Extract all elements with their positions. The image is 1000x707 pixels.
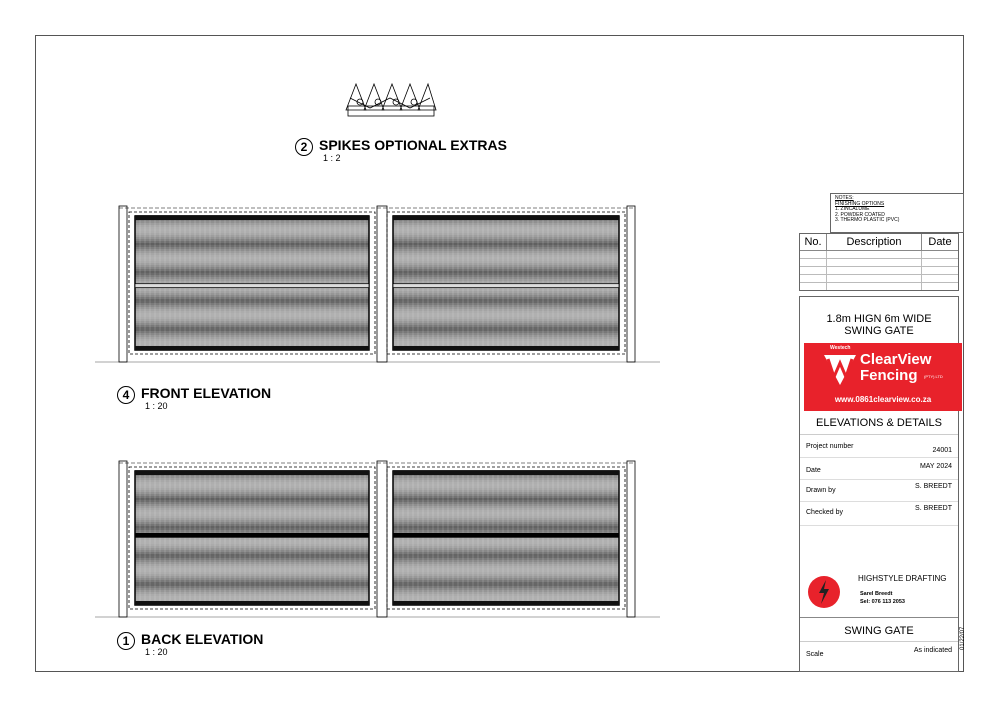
rev-col-description: Description xyxy=(827,234,922,250)
revision-row xyxy=(800,259,958,267)
spikes-detail-drawing xyxy=(340,80,440,120)
logo-website: www.0861clearview.co.za xyxy=(834,395,932,404)
notes-box xyxy=(830,193,964,233)
logo-tag: Westech xyxy=(830,345,851,351)
field-value: S. BREEDT xyxy=(915,505,952,512)
gate-leaf xyxy=(387,212,625,354)
view-number-bubble: 4 xyxy=(117,386,135,404)
field-drawn-by xyxy=(806,483,952,494)
view-scale: 1 : 20 xyxy=(145,647,168,657)
field-label: Checked by xyxy=(806,509,843,516)
project-title xyxy=(800,313,958,337)
view-title: FRONT ELEVATION xyxy=(141,385,272,401)
back-elevation-drawing xyxy=(95,455,660,620)
view-scale: 1 : 20 xyxy=(145,401,168,411)
drafter-cell: Sel: 076 113 2053 xyxy=(860,599,905,605)
gate-leaf xyxy=(129,212,375,354)
print-timestamp: 01/22/07 xyxy=(960,626,966,650)
drafter-person: Sarel Breedt xyxy=(860,591,893,597)
field-date xyxy=(806,463,952,474)
drafter-logo-icon xyxy=(807,575,841,609)
drawing-name: SWING GATE xyxy=(844,625,914,637)
gate-leaf xyxy=(387,467,625,609)
gate-post xyxy=(627,461,635,617)
notes-subheading: FINISHING OPTIONS xyxy=(835,200,885,207)
field-scale xyxy=(806,647,952,658)
view-label-back xyxy=(117,632,263,658)
view-label-front xyxy=(117,386,271,412)
gate-post xyxy=(377,461,387,617)
front-elevation-drawing xyxy=(95,200,660,365)
field-value: S. BREEDT xyxy=(915,483,952,490)
logo-name-line1: ClearView xyxy=(860,351,932,368)
revision-table xyxy=(799,233,959,291)
rev-col-date: Date xyxy=(928,236,952,248)
field-label: Date xyxy=(806,467,821,474)
sheet-title: ELEVATIONS & DETAILS xyxy=(816,417,942,429)
project-title-line1: 1.8m HIGN 6m WIDE xyxy=(826,313,932,325)
view-number-bubble: 1 xyxy=(117,632,135,650)
field-label: Project number xyxy=(806,443,854,450)
notes-item: 1. ZINCALUME xyxy=(835,206,870,212)
revision-row xyxy=(800,251,958,259)
field-label: Drawn by xyxy=(806,487,836,494)
notes-item: 2. POWDER COATED xyxy=(835,211,885,218)
company-logo xyxy=(804,343,962,411)
view-number-bubble: 2 xyxy=(295,138,313,156)
revision-row xyxy=(800,283,958,290)
title-info-panel xyxy=(799,296,959,672)
notes-heading: NOTES: xyxy=(835,195,854,201)
view-title: SPIKES OPTIONAL EXTRAS xyxy=(319,137,507,153)
field-label: Scale xyxy=(806,651,824,658)
view-title: BACK ELEVATION xyxy=(141,631,264,647)
gate-leaf xyxy=(129,467,375,609)
logo-suffix: (PTY) LTD xyxy=(924,374,943,379)
drafter-name: HIGHSTYLE DRAFTING xyxy=(858,574,947,583)
field-value: As indicated xyxy=(913,647,952,654)
field-value: MAY 2024 xyxy=(919,463,952,470)
view-label-spikes xyxy=(295,138,507,164)
view-scale: 1 : 2 xyxy=(323,153,341,163)
logo-name-line2: Fencing xyxy=(860,367,918,384)
field-project-number xyxy=(806,443,952,454)
field-checked-by xyxy=(806,505,952,516)
rev-col-no: No. xyxy=(800,234,827,250)
gate-post xyxy=(627,206,635,362)
gate-post xyxy=(377,206,387,362)
notes-item: 3. THERMO PLASTIC (PVC) xyxy=(835,217,900,223)
title-block xyxy=(797,190,964,672)
project-title-line2: SWING GATE xyxy=(844,325,914,337)
revision-row xyxy=(800,275,958,283)
logo-w-icon xyxy=(822,353,858,387)
gate-post xyxy=(119,206,127,362)
field-value: 24001 xyxy=(932,447,952,454)
gate-post xyxy=(119,461,127,617)
revision-row xyxy=(800,267,958,275)
